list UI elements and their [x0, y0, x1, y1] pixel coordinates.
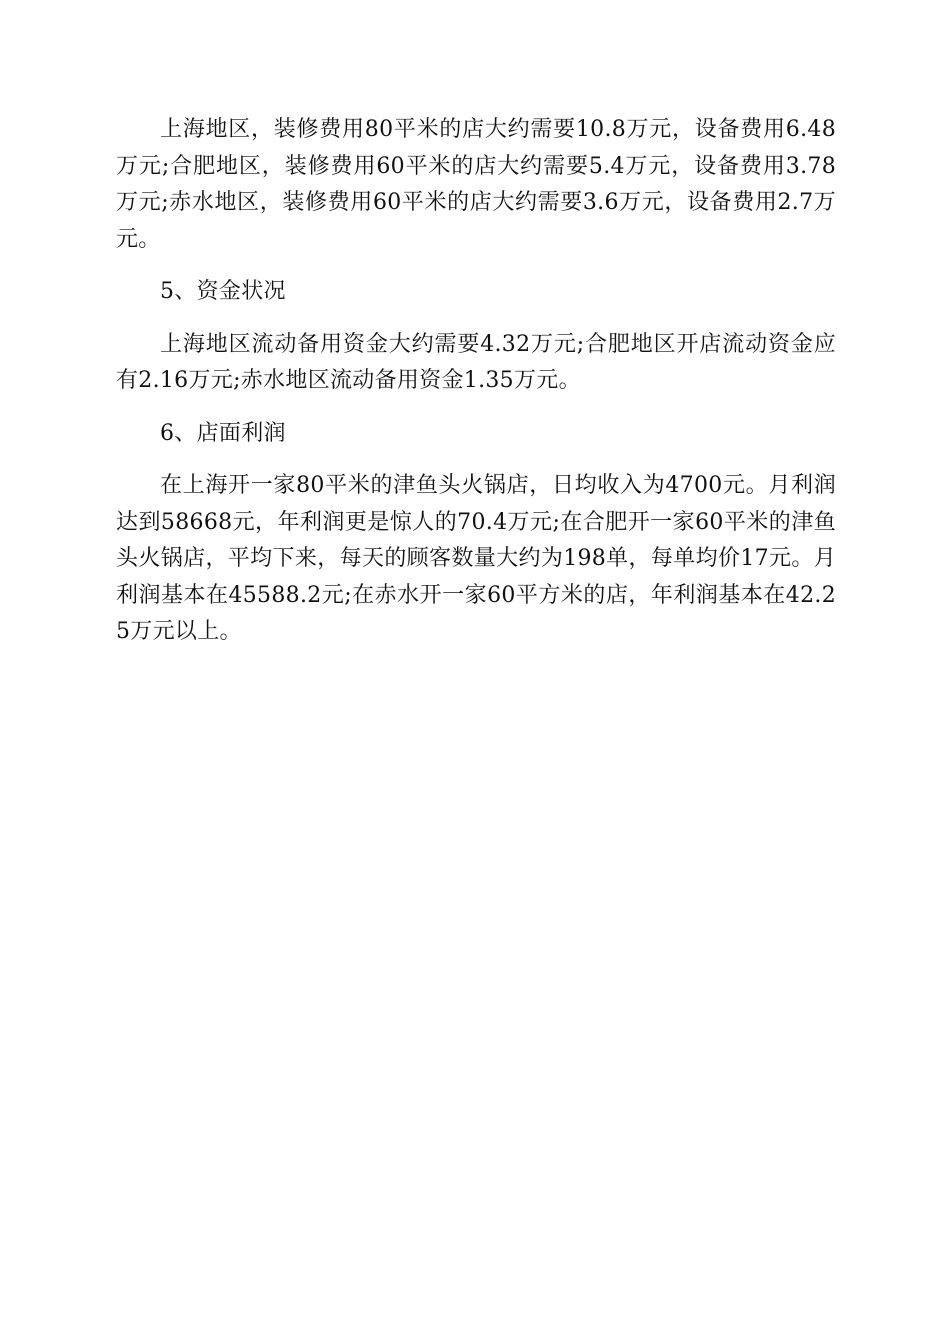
section-heading-profit: 6、店面利润 — [160, 420, 286, 446]
paragraph-profit: 在上海开一家80平米的津鱼头火锅店，日均收入为4700元。月利润达到58668元，年利润更是惊人的70.4万元;在合肥开一家60平米的津鱼头火锅店，平均下来，每天的顾客数量大约为198单，每单均价17元。月利润基本在45588.2元;在赤水开一家60平方米的店，年利润基本在42.25万元以上。 — [116, 473, 836, 644]
paragraph-funding: 上海地区流动备用资金大约需要4.32万元;合肥地区开店流动资金应有2.16万元;赤水地区流动备用资金1.35万元。 — [116, 331, 836, 393]
document-page — [116, 112, 836, 667]
paragraph-renovation-costs: 上海地区，装修费用80平米的店大约需要10.8万元，设备费用6.48万元;合肥地区，装修费用60平米的店大约需要5.4万元，设备费用3.78万元;赤水地区，装修费用60平米的店大约需要3.6万元，设备费用2.7万元。 — [116, 117, 836, 252]
section-heading-funding: 5、资金状况 — [160, 279, 286, 304]
